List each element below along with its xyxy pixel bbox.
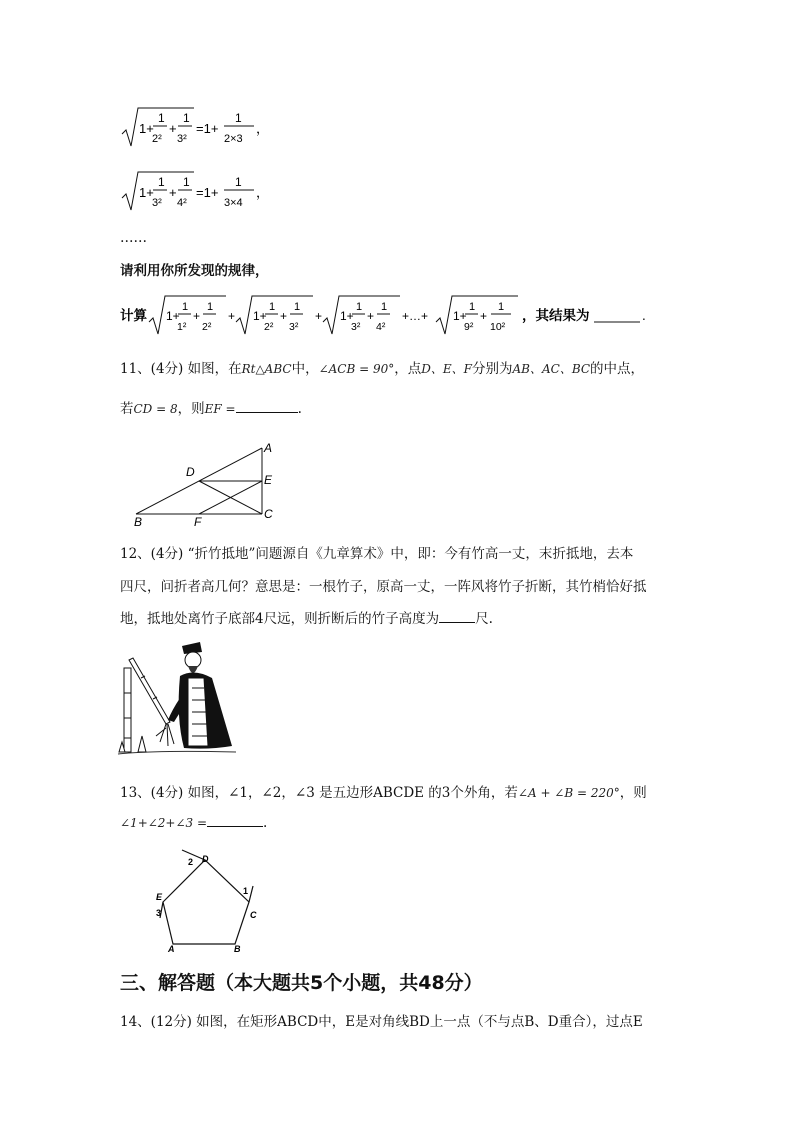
q10-hint: 请利用你所发现的规律， <box>120 263 269 279</box>
q12-illustration <box>116 638 238 760</box>
angle-3: 3 <box>156 908 162 918</box>
svg-text:3²: 3² <box>152 197 162 209</box>
svg-text:3²: 3² <box>177 133 187 145</box>
svg-text:1: 1 <box>183 111 190 125</box>
pent-label-D: D <box>202 854 209 864</box>
svg-text:1: 1 <box>469 301 476 313</box>
ellipsis: …… <box>120 230 147 246</box>
q11-triangle-figure <box>128 438 288 530</box>
svg-text:=1+: =1+ <box>196 185 219 200</box>
triangle-diagram <box>128 438 288 530</box>
svg-text:1: 1 <box>183 175 190 189</box>
q13-line1: 13、(4分) 如图，∠1，∠2，∠3 是五边形ABCDE 的3个外角，若∠A + ∠B = 220°，则 <box>120 785 647 801</box>
q13-line2: ∠1+∠2+∠3 = . <box>120 815 268 831</box>
angle-2: 2 <box>188 857 194 867</box>
q10-sum-svg <box>118 292 678 338</box>
label-A: A <box>264 441 273 455</box>
label-B: B <box>134 515 143 529</box>
q12-line1: 12、(4分) “折竹抵地”问题源自《九章算术》中，即：今有竹高一丈，末折抵地，去本 <box>120 546 634 562</box>
svg-text:1: 1 <box>207 301 214 313</box>
bamboo-scholar-image <box>116 638 238 760</box>
label-E: E <box>264 473 273 487</box>
svg-text:+: + <box>280 309 288 323</box>
svg-text:1: 1 <box>498 301 505 313</box>
svg-text:1+: 1+ <box>139 185 154 200</box>
svg-text:2²: 2² <box>264 321 274 333</box>
pentagon-diagram <box>146 848 270 954</box>
formula-2-svg <box>120 168 290 214</box>
formula-1 <box>120 104 290 150</box>
svg-text:10²: 10² <box>490 321 506 333</box>
svg-text:1²: 1² <box>177 321 187 333</box>
svg-text:2²: 2² <box>152 133 162 145</box>
svg-text:9²: 9² <box>464 321 474 333</box>
svg-text:1: 1 <box>294 301 301 313</box>
svg-text:4²: 4² <box>376 321 386 333</box>
svg-text:1+: 1+ <box>166 309 180 323</box>
svg-text:3×4: 3×4 <box>224 197 243 209</box>
svg-text:1: 1 <box>269 301 276 313</box>
svg-text:+: + <box>228 309 236 323</box>
svg-text:1: 1 <box>182 301 189 313</box>
svg-text:3²: 3² <box>351 321 361 333</box>
svg-text:1: 1 <box>158 175 165 189</box>
svg-text:+: + <box>315 309 323 323</box>
svg-text:1: 1 <box>158 111 165 125</box>
svg-text:+: + <box>193 309 201 323</box>
svg-text:2×3: 2×3 <box>224 133 243 145</box>
svg-text:1: 1 <box>356 301 363 313</box>
pent-label-B: B <box>234 944 241 954</box>
q12-line2: 四尺，问折者高几何？意思是：一根竹子，原高一丈，一阵风将竹子折断，其竹梢恰好抵 <box>120 579 647 595</box>
svg-text:+: + <box>169 185 177 200</box>
q12-line3: 地，抵地处离竹子底部4尺远，则折断后的竹子高度为 尺. <box>120 611 493 627</box>
svg-text:1: 1 <box>235 111 242 125</box>
pent-label-C: C <box>250 910 257 920</box>
svg-text:+: + <box>367 309 375 323</box>
svg-text:=1+: =1+ <box>196 121 219 136</box>
svg-text:.: . <box>642 308 646 323</box>
svg-text:1+: 1+ <box>253 309 267 323</box>
label-D: D <box>186 465 195 479</box>
svg-text:1+: 1+ <box>340 309 354 323</box>
f1-one: 1+ <box>139 121 154 136</box>
formula-2 <box>120 168 290 214</box>
angle-1: 1 <box>243 886 249 896</box>
svg-text:2²: 2² <box>202 321 212 333</box>
pent-label-A: A <box>168 944 175 954</box>
formula-1-svg <box>120 104 290 150</box>
svg-text:+: + <box>169 121 177 136</box>
svg-text:，其结果为: ，其结果为 <box>522 308 590 323</box>
q10-compute-line <box>118 292 678 338</box>
svg-text:4²: 4² <box>177 197 187 209</box>
q11-line1: 11、(4分) 如图，在Rt△ABC中，∠ACB = 90°，点D、E、F分别为AB、AC、BC的中点， <box>120 361 645 377</box>
svg-text:3²: 3² <box>289 321 299 333</box>
label-F: F <box>194 515 202 529</box>
svg-text:1: 1 <box>381 301 388 313</box>
svg-text:+: + <box>480 309 488 323</box>
svg-text:+…+: +…+ <box>402 309 429 323</box>
svg-text:，: ， <box>256 185 270 200</box>
section-3-title: 三、解答题（本大题共5个小题，共48分） <box>120 972 483 994</box>
label-C: C <box>264 507 273 521</box>
svg-text:计算: 计算 <box>120 308 147 323</box>
q13-pentagon-figure <box>146 848 270 954</box>
q11-line2: 若CD = 8，则EF = . <box>120 401 302 417</box>
pent-label-E: E <box>156 892 163 902</box>
svg-text:1: 1 <box>235 175 242 189</box>
svg-text:，: ， <box>256 121 270 136</box>
svg-text:1+: 1+ <box>453 309 467 323</box>
q14-line1: 14、(12分) 如图，在矩形ABCD中，E是对角线BD上一点（不与点B、D重合），过点E <box>120 1014 643 1030</box>
